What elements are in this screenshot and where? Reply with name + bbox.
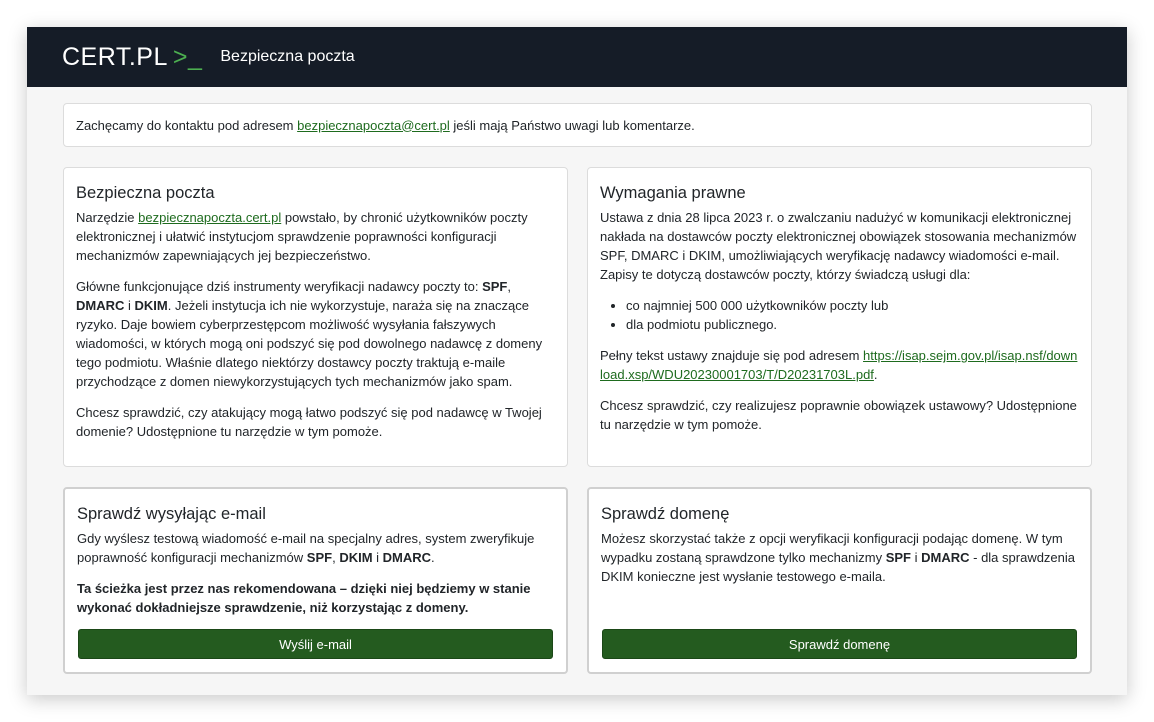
about-paragraph-2: Główne funkcjonujące dziś instrumenty weryfikacji nadawcy poczty to: SPF, DMARC i DKIM. Jeżeli instytucja ich nie wykorzystuje, naraża się na znaczące ryzyko. Daje bowiem cyberprzestępcom możliwość wysyłania fałszywych wiadomości, w których mogą oni podszyć się pod dowolnego nadawcę z domeny tego podmiotu. Właśnie dlatego niektórzy dostawcy poczty traktują e-maile przychodzące z domen niewykorzystujących tych mechanizmów jako spam.: [76, 279, 543, 389]
legal-paragraph-3: Chcesz sprawdzić, czy realizujesz poprawnie obowiązek ustawowy? Udostępnione tu narzędzie w tym pomoże.: [600, 398, 1077, 432]
legal-card: [587, 167, 1092, 467]
domain-check-card: [587, 487, 1092, 674]
info-row: [63, 167, 1092, 467]
legal-title: Wymagania prawne: [600, 184, 746, 202]
domain-check-title: Sprawdź domenę: [601, 505, 730, 523]
alert-text: Zachęcamy do kontaktu pod adresem bezpiecznapoczta@cert.pl jeśli mają Państwo uwagi lub komentarze.: [76, 117, 695, 133]
browser-window: [27, 27, 1127, 695]
list-item: • co najmniej 500 000 użytkowników poczty lub: [626, 296, 1079, 315]
about-title: Bezpieczna poczta: [76, 184, 215, 202]
main-content: [27, 87, 1127, 674]
cert-logo[interactable]: [62, 42, 203, 71]
action-row: [63, 487, 1092, 674]
logo-text: CERT.PL: [62, 42, 168, 71]
logo-prompt-icon: >_: [172, 42, 203, 71]
email-check-title: Sprawdź wysyłając e-mail: [77, 505, 266, 523]
send-email-button[interactable]: Wyślij e-mail: [78, 629, 553, 659]
law-text-link[interactable]: https://isap.sejm.gov.pl/isap.nsf/download.xsp/WDU20230001703/T/D20231703L.pdf: [600, 348, 1078, 382]
domain-check-paragraph: Możesz skorzystać także z opcji weryfikacji konfiguracji podając domenę. W tym wypadku zostaną sprawdzone tylko mechanizmy SPF i DMARC - dla sprawdzenia DKIM konieczne jest wysłanie testowego e-maila.: [601, 531, 1076, 584]
tool-link[interactable]: bezpiecznapoczta.cert.pl: [138, 210, 282, 225]
check-domain-button[interactable]: Sprawdź domenę: [602, 629, 1077, 659]
email-check-card: [63, 487, 568, 674]
about-card: [63, 167, 568, 467]
list-item: • dla podmiotu publicznego.: [626, 315, 1079, 334]
contact-email-link[interactable]: bezpiecznapoczta@cert.pl: [297, 117, 450, 133]
legal-bullet-list: [600, 296, 1079, 334]
contact-alert: [63, 103, 1092, 147]
email-check-paragraph: Gdy wyślesz testową wiadomość e-mail na specjalny adres, system zweryfikuje poprawność konfiguracji mechanizmów SPF, DKIM i DMARC.: [77, 531, 535, 565]
about-paragraph-1: Narzędzie bezpiecznapoczta.cert.pl powstało, by chronić użytkowników poczty elektronicznej i ułatwić instytucjom sprawdzenie poprawności konfiguracji mechanizmów zapewniających jej bezpieczeństwo.: [76, 210, 528, 263]
legal-paragraph-2: Pełny tekst ustawy znajduje się pod adresem https://isap.sejm.gov.pl/isap.nsf/download.xsp/WDU20230001703/T/D20231703L.pdf.: [600, 348, 1078, 382]
legal-paragraph-1: Ustawa z dnia 28 lipca 2023 r. o zwalczaniu nadużyć w komunikacji elektronicznej nakłada na dostawców poczty elektronicznej obowiązek stosowania mechanizmów SPF, DMARC i DKIM, umożliwiających weryfikację nadawcy wiadomości e-mail. Zapisy te dotyczą dostawców poczty, którzy świadczą usługi dla:: [600, 210, 1077, 282]
navbar: [27, 27, 1127, 87]
navbar-title[interactable]: Bezpieczna poczta: [220, 48, 355, 65]
email-check-recommendation: Ta ścieżka jest przez nas rekomendowana – dzięki niej będziemy w stanie wykonać dokładniejsze sprawdzenie, niż korzystając z domeny.: [77, 581, 531, 615]
about-paragraph-3: Chcesz sprawdzić, czy atakujący mogą łatwo podszyć się pod nadawcę w Twojej domenie? Udostępnione tu narzędzie w tym pomoże.: [76, 405, 542, 439]
